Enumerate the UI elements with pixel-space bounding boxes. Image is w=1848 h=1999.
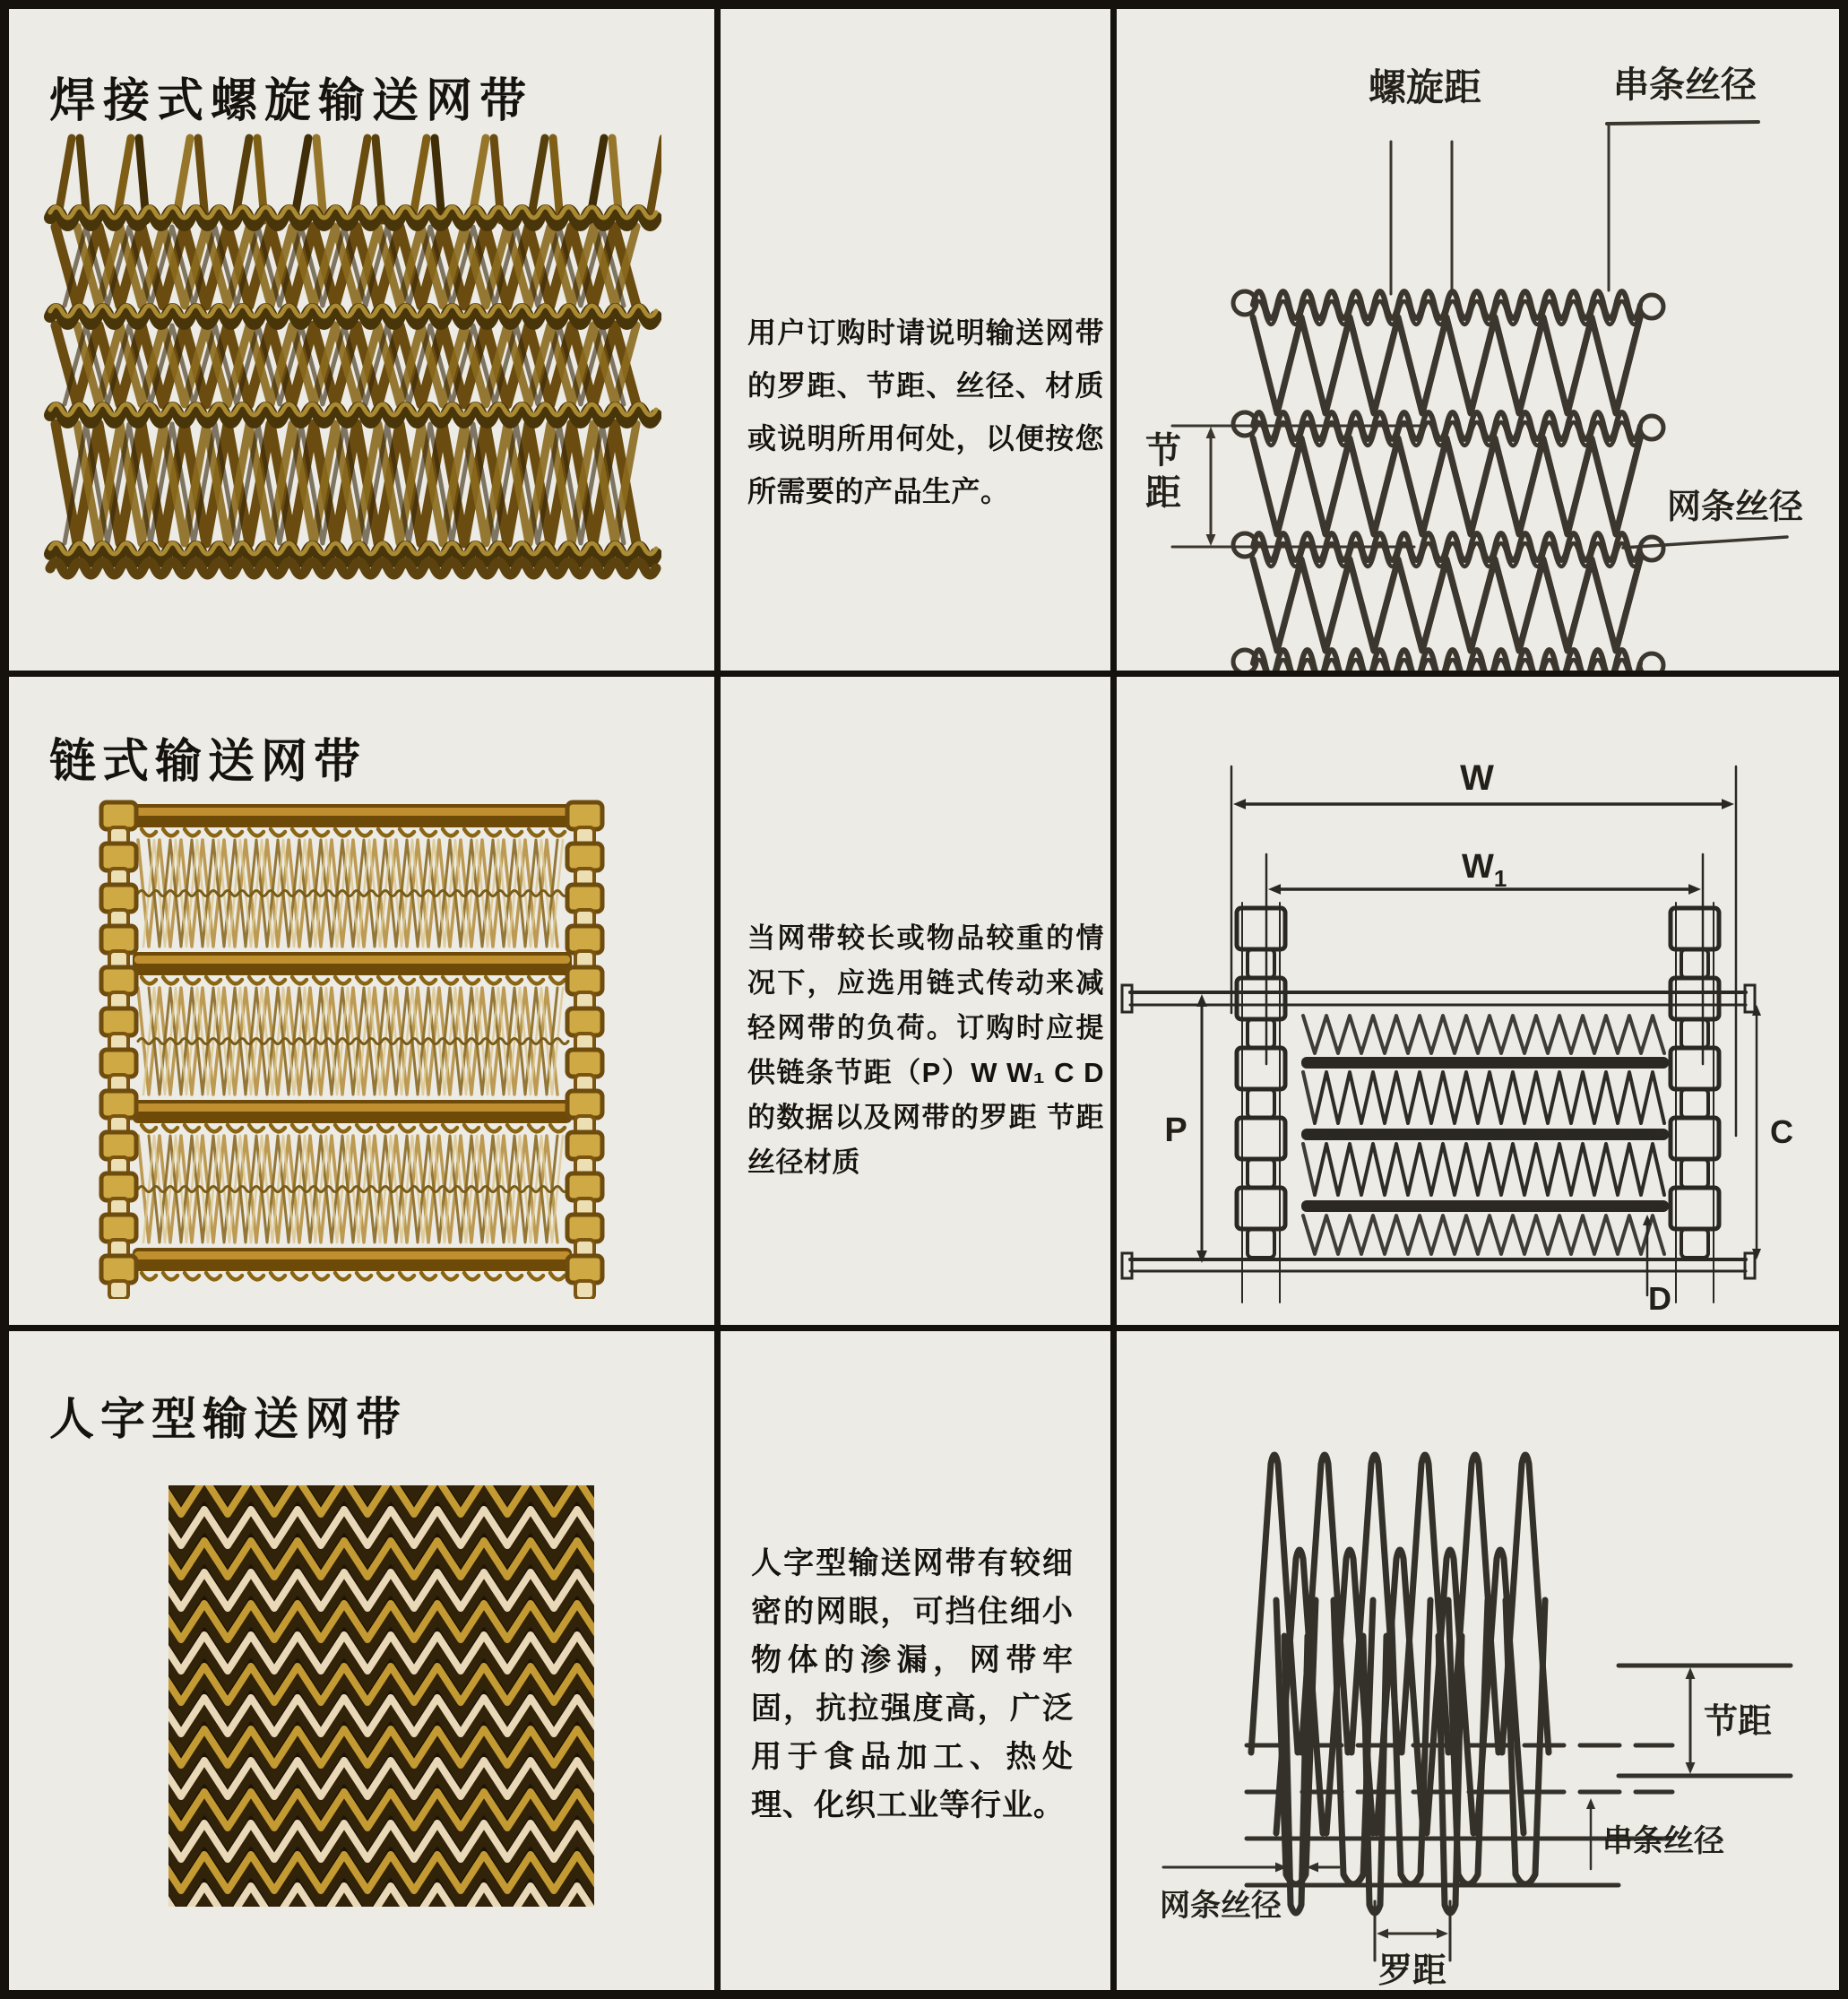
section-herringbone-photo-cell: [9, 1331, 714, 1990]
diagram-label-p: P: [1164, 1112, 1187, 1149]
welded-spiral-diagram: [1117, 9, 1839, 671]
herringbone-diagram: [1117, 1331, 1839, 1990]
section-title-herringbone: 人字型输送网带: [49, 1394, 407, 1444]
chain-belt-photo: [99, 797, 605, 1299]
section-herringbone-diagram-cell: [1117, 1331, 1839, 1990]
diagram-label-spiral-pitch: 螺旋距: [1368, 66, 1482, 108]
diagram-label-cross-rod-diameter: 串条丝径: [1602, 1824, 1724, 1858]
diagram-label-pitch: 节距: [1704, 1703, 1773, 1741]
section-welded-spiral-text-cell: [721, 9, 1110, 671]
diagram-label-mesh-wire-diameter: 网条丝径: [1160, 1889, 1282, 1923]
diagram-label-d: D: [1648, 1280, 1671, 1317]
section-welded-spiral-diagram-cell: [1117, 9, 1839, 671]
diagram-label-pitch-vertical: 节: [1145, 431, 1181, 471]
section-title-welded-spiral: 焊接式螺旋输送网带: [49, 75, 534, 127]
diagram-label-cross-rod-diameter: 串条丝径: [1613, 65, 1757, 105]
diagram-label-pitch-vertical: 距: [1145, 473, 1181, 513]
section-chain-photo-cell: [9, 677, 714, 1325]
diagram-label-mesh-wire-diameter: 网条丝径: [1666, 489, 1804, 526]
section-description-chain: 当网带较长或物品较重的情况下，应选用链式传动来减轻网带的负荷。订购时应提供链条节距（P）W W₁ C D的数据以及网带的罗距 节距 丝径材质: [747, 922, 1104, 1178]
section-description-herringbone: 人字型输送网带有较细密的网眼，可挡住细小物体的渗漏，网带牢固，抗拉强度高，广泛用于食品加工、热处理、化织工业等行业。: [751, 1546, 1074, 1822]
diagram-label-c: C: [1770, 1113, 1793, 1150]
diagram-label-w1: $W_1$: [1462, 848, 1507, 892]
section-chain-diagram-cell: [1117, 677, 1839, 1325]
herringbone-belt-photo: [168, 1485, 594, 1907]
section-welded-spiral-photo-cell: [9, 9, 714, 671]
diagram-label-w: W: [1460, 758, 1494, 798]
welded-spiral-belt-photo: [34, 133, 661, 590]
diagram-label-spiral-pitch: 罗距: [1377, 1952, 1447, 1990]
chain-belt-diagram: [1117, 677, 1839, 1325]
section-herringbone-text-cell: [721, 1331, 1110, 1990]
section-description-welded-spiral: 用户订购时请说明输送网带的罗距、节距、丝径、材质或说明所用何处，以便按您所需要的产品生产。: [747, 316, 1104, 507]
section-title-chain: 链式输送网带: [49, 736, 367, 788]
section-chain-text-cell: [721, 677, 1110, 1325]
